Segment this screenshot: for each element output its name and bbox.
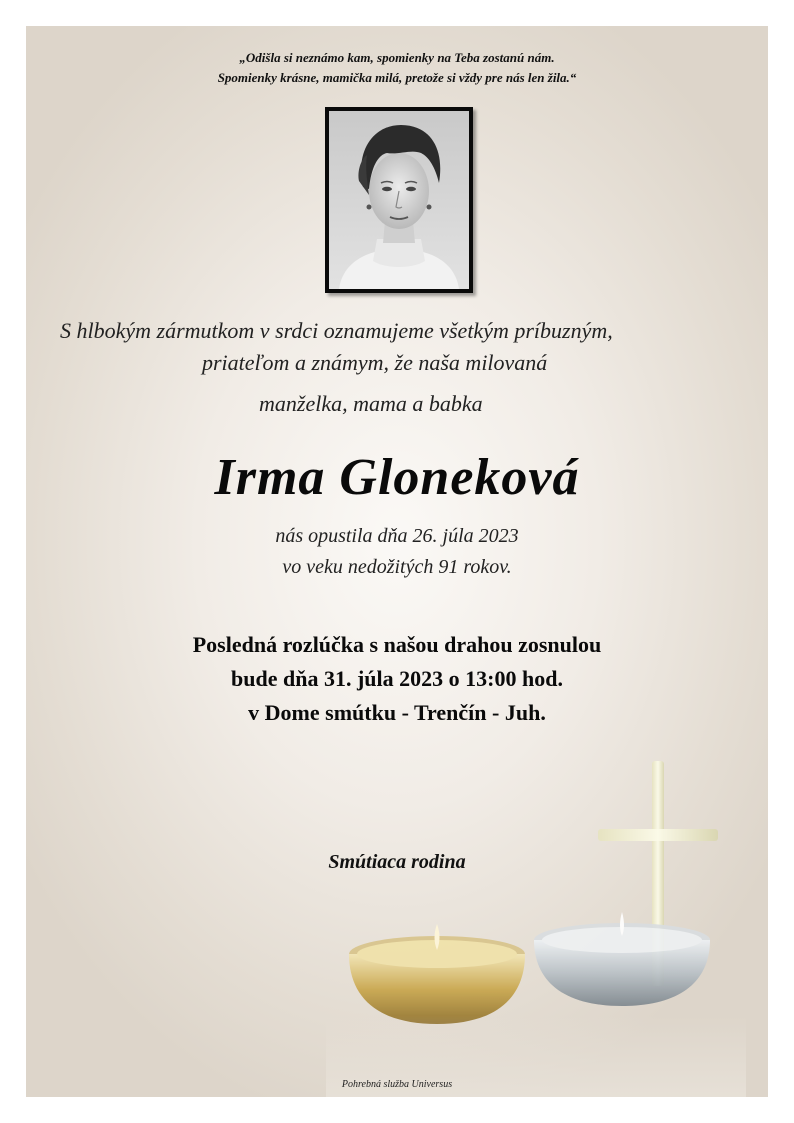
candle-left-icon	[349, 924, 525, 1024]
intro-line-2: priateľom a známym, že naša milovaná	[202, 350, 548, 375]
quote-line-1: „Odišla si neznámo kam, spomienky na Teba zostanú nám.	[239, 50, 555, 65]
deceased-name: Irma Gloneková	[214, 449, 580, 506]
funeral-date-time: bude dňa 31. júla 2023 o 13:00 hod.	[231, 666, 563, 691]
intro-line-3: manželka, mama a babka	[259, 391, 483, 416]
candles-decoration	[26, 26, 768, 1097]
funeral-line-1: Posledná rozlúčka s našou drahou zosnulou	[192, 632, 602, 657]
quote-line-2: Spomienky krásne, mamička milá, pretože si vždy pre nás len žila.“	[217, 70, 577, 85]
age-at-death: vo veku nedožitých 91 rokov.	[282, 556, 512, 578]
candle-right-icon	[534, 912, 710, 1006]
obituary-card	[26, 26, 768, 1097]
death-date: nás opustila dňa 26. júla 2023	[275, 525, 519, 547]
intro-line-1: S hlbokým zármutkom v srdci oznamujeme všetkým príbuzným,	[60, 318, 613, 343]
funeral-service-credit: Pohrebná služba Universus	[341, 1079, 453, 1090]
family-signature: Smútiaca rodina	[328, 851, 466, 873]
funeral-location: v Dome smútku - Trenčín - Juh.	[248, 700, 546, 725]
